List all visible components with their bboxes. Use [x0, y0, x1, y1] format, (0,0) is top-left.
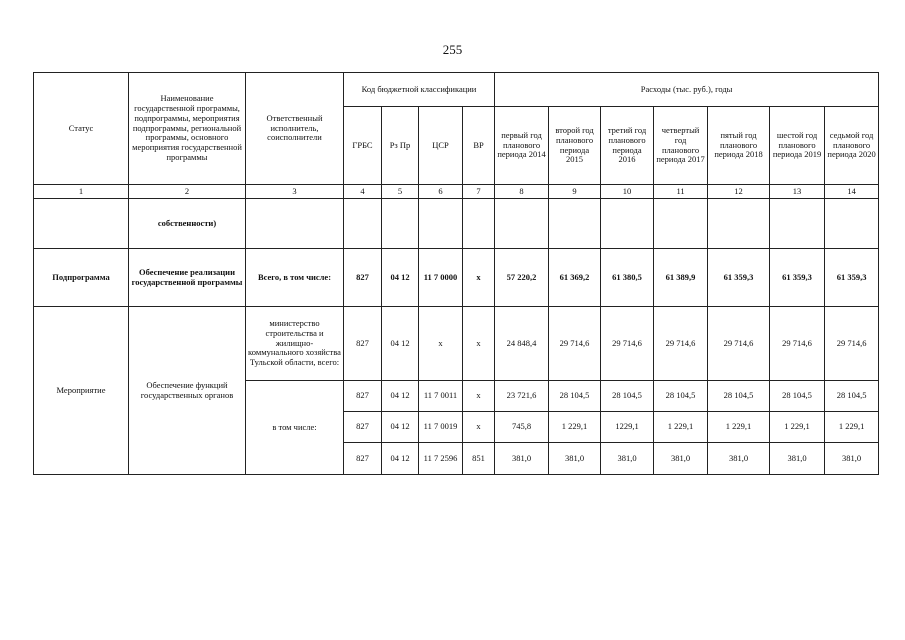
measure-value: 29 714,6: [654, 307, 708, 381]
empty-cell: [708, 199, 770, 249]
subprogram-value-2020: 61 359,3: [825, 249, 879, 307]
measure-value: 1 229,1: [708, 412, 770, 443]
column-number: 1: [34, 185, 129, 199]
measure-value: 29 714,6: [770, 307, 825, 381]
column-number: 10: [601, 185, 654, 199]
header-csr: ЦСР: [419, 107, 463, 185]
measure-value: 1 229,1: [770, 412, 825, 443]
header-budget-code: Код бюджетной классификации: [344, 73, 495, 107]
column-number: 6: [419, 185, 463, 199]
header-year-2015: второй год планового периода 2015: [549, 107, 601, 185]
measure-csr: 11 7 2596: [419, 443, 463, 475]
measure-value: 381,0: [495, 443, 549, 475]
measure-value: 381,0: [654, 443, 708, 475]
header-year-2018: пятый год планового периода 2018: [708, 107, 770, 185]
header-year-2016: третий год планового периода 2016: [601, 107, 654, 185]
measure-value: 29 714,6: [708, 307, 770, 381]
subprogram-value-2017: 61 389,9: [654, 249, 708, 307]
continuation-text: собственности): [129, 199, 246, 249]
measure-value: 28 104,5: [770, 381, 825, 412]
empty-cell: [419, 199, 463, 249]
measure-responsible: в том числе:: [246, 381, 344, 475]
empty-cell: [825, 199, 879, 249]
column-number: 3: [246, 185, 344, 199]
measure-rzpr: 04 12: [382, 412, 419, 443]
empty-cell: [463, 199, 495, 249]
measure-grbs: 827: [344, 307, 382, 381]
measure-csr: 11 7 0019: [419, 412, 463, 443]
measure-value: 745,8: [495, 412, 549, 443]
measure-value: 381,0: [770, 443, 825, 475]
empty-cell: [770, 199, 825, 249]
measure-grbs: 827: [344, 443, 382, 475]
column-number: 11: [654, 185, 708, 199]
header-year-2017: четвертый год планового периода 2017: [654, 107, 708, 185]
subprogram-value-2018: 61 359,3: [708, 249, 770, 307]
measure-row-1: [34, 307, 879, 381]
measure-rzpr: 04 12: [382, 443, 419, 475]
subprogram-value-2019: 61 359,3: [770, 249, 825, 307]
budget-table: [33, 72, 879, 475]
measure-value: 24 848,4: [495, 307, 549, 381]
header-year-2019: шестой год планового периода 2019: [770, 107, 825, 185]
empty-cell: [344, 199, 382, 249]
subprogram-grbs: 827: [344, 249, 382, 307]
column-number: 2: [129, 185, 246, 199]
column-number: 7: [463, 185, 495, 199]
column-number-row: [34, 185, 879, 199]
measure-value: 381,0: [601, 443, 654, 475]
column-number: 14: [825, 185, 879, 199]
subprogram-rzpr: 04 12: [382, 249, 419, 307]
measure-value: 381,0: [549, 443, 601, 475]
measure-vr: х: [463, 412, 495, 443]
measure-value: 28 104,5: [825, 381, 879, 412]
header-name: Наименование государственной программы, подпрограммы, мероприятия подпрограммы, региональной программы, основного мероприятия государственной программы: [129, 73, 246, 185]
measure-value: 1229,1: [601, 412, 654, 443]
measure-vr: х: [463, 381, 495, 412]
measure-value: 23 721,6: [495, 381, 549, 412]
subprogram-status: Подпрограмма: [34, 249, 129, 307]
column-number: 4: [344, 185, 382, 199]
subprogram-name: Обеспечение реализации государственной программы: [129, 249, 246, 307]
subprogram-csr: 11 7 0000: [419, 249, 463, 307]
measure-value: 29 714,6: [601, 307, 654, 381]
page-number: 255: [442, 42, 463, 57]
measure-status: Мероприятие: [34, 307, 129, 475]
measure-value: 1 229,1: [825, 412, 879, 443]
measure-name: Обеспечение функций государственных органов: [129, 307, 246, 475]
empty-cell: [549, 199, 601, 249]
header-rzpr: Рз Пр: [382, 107, 419, 185]
measure-value: 28 104,5: [601, 381, 654, 412]
column-number: 9: [549, 185, 601, 199]
subprogram-vr: х: [463, 249, 495, 307]
measure-value: 28 104,5: [708, 381, 770, 412]
header-vr: ВР: [463, 107, 495, 185]
subprogram-value-2016: 61 380,5: [601, 249, 654, 307]
empty-cell: [382, 199, 419, 249]
header-year-2014: первый год планового периода 2014: [495, 107, 549, 185]
empty-cell: [246, 199, 344, 249]
subprogram-responsible: Всего, в том числе:: [246, 249, 344, 307]
measure-csr: х: [419, 307, 463, 381]
column-number: 12: [708, 185, 770, 199]
empty-cell: [601, 199, 654, 249]
measure-vr: х: [463, 307, 495, 381]
empty-cell: [654, 199, 708, 249]
empty-cell: [34, 199, 129, 249]
measure-rzpr: 04 12: [382, 381, 419, 412]
measure-value: 28 104,5: [654, 381, 708, 412]
measure-vr: 851: [463, 443, 495, 475]
empty-cell: [495, 199, 549, 249]
header-status: Статус: [34, 73, 129, 185]
measure-value: 29 714,6: [549, 307, 601, 381]
header-year-2020: седьмой год планового периода 2020: [825, 107, 879, 185]
measure-grbs: 827: [344, 412, 382, 443]
measure-responsible: министерство строительства и жилищно-коммунального хозяйства Тульской области, всего:: [246, 307, 344, 381]
header-grbs: ГРБС: [344, 107, 382, 185]
measure-rzpr: 04 12: [382, 307, 419, 381]
measure-value: 381,0: [825, 443, 879, 475]
measure-value: 1 229,1: [549, 412, 601, 443]
measure-value: 1 229,1: [654, 412, 708, 443]
measure-value: 28 104,5: [549, 381, 601, 412]
column-number: 13: [770, 185, 825, 199]
measure-grbs: 827: [344, 381, 382, 412]
continuation-row: [34, 199, 879, 249]
subprogram-value-2015: 61 369,2: [549, 249, 601, 307]
header-responsible: Ответственный исполнитель, соисполнители: [246, 73, 344, 185]
measure-value: 381,0: [708, 443, 770, 475]
column-number: 8: [495, 185, 549, 199]
measure-value: 29 714,6: [825, 307, 879, 381]
subprogram-row: [34, 249, 879, 307]
subprogram-value-2014: 57 220,2: [495, 249, 549, 307]
header-expenses: Расходы (тыс. руб.), годы: [495, 73, 879, 107]
measure-csr: 11 7 0011: [419, 381, 463, 412]
header-row-1: [34, 73, 879, 107]
column-number: 5: [382, 185, 419, 199]
